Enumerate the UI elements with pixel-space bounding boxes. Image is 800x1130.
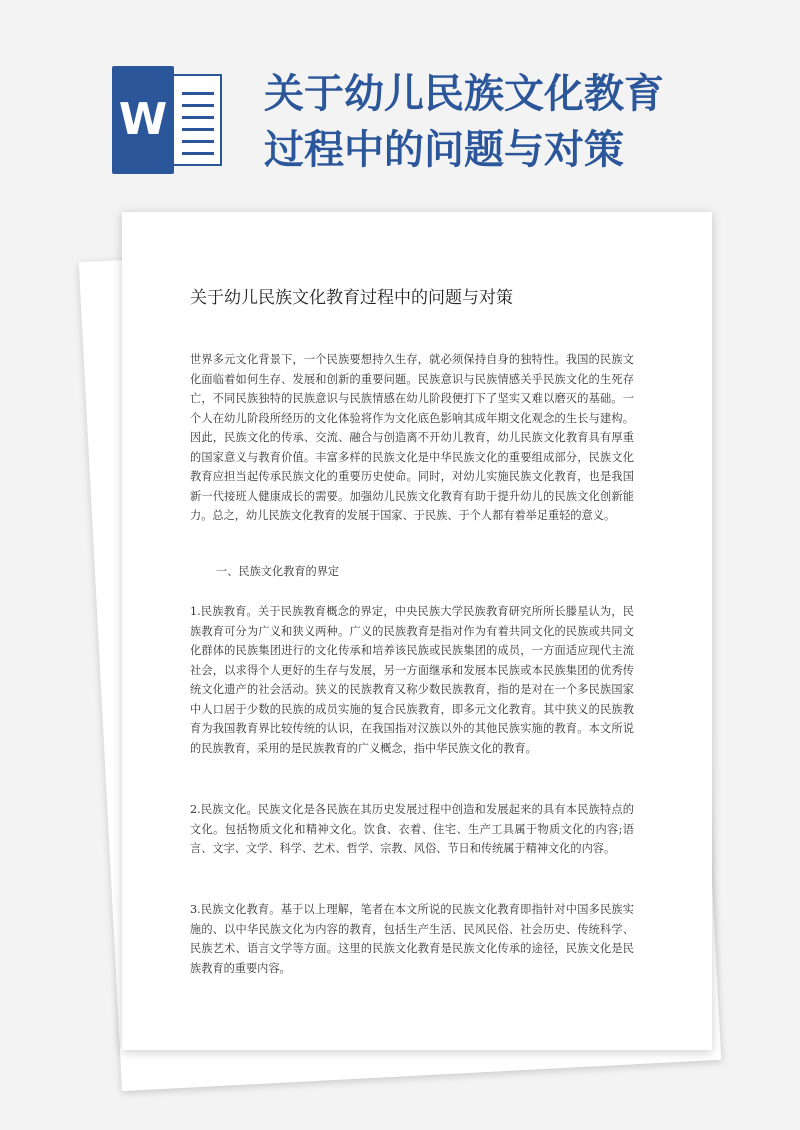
page-header xyxy=(0,0,800,200)
intro-paragraph: 世界多元文化背景下，一个民族要想持久生存，就必须保持自身的独特性。我国的民族文化面临着如何生存、发展和创新的重要问题。民族意识与民族情感关乎民族文化的生死存亡，不同民族独特的民族意识与民族情感在幼儿阶段便打下了坚实又难以磨灭的基础。一个人在幼儿阶段所经历的文化体验将作为文化底色影响其成年期文化观念的生长与建构。因此，民族文化的传承、交流、融合与创造离不开幼儿教育，幼儿民族文化教育具有厚重的国家意义与教育价值。丰富多样的民族文化是中华民族文化的重要组成部分，民族文化教育应担当起传承民族文化的重要历史使命。同时，对幼儿实施民族文化教育，也是我国新一代接班人健康成长的需要。加强幼儿民族文化教育有助于提升幼儿的民族文化创新能力。总之，幼儿民族文化教育的发展于国家、于民族、于个人都有着举足重轻的意义。 xyxy=(190,353,634,522)
definition-item-2: 2.民族文化。民族文化是各民族在其历史发展过程中创造和发展起来的具有本民族特点的文化。包括物质文化和精神文化。饮食、衣着、住宅、生产工具属于物质文化的内容;语言、文字、文学、科学、艺术、哲学、宗教、风俗、节日和传统属于精神文化的内容。 xyxy=(190,803,634,855)
definition-item-1: 1.民族教育。关于民族教育概念的界定，中央民族大学民族教育研究所所长滕星认为，民族教育可分为广义和狭义两种。广义的民族教育是指对作为有着共同文化的民族或共同文化群体的民族集团进行的文化传承和培养该民族或民族集团的成员，一方面适应现代主流社会，以求得个人更好的生存与发展，另一方面继承和发展本民族或本民族集团的优秀传统文化遗产的社会活动。狭义的民族教育又称少数民族教育，指的是对在一个多民族国家中人口居于少数的民族的成员实施的复合民族教育，即多元文化教育。其中狭义的民族教育为我国教育界比较传统的认识，在我国指对汉族以外的其他民族实施的教育。本文所说的民族教育，采用的是民族教育的广义概念，指中华民族文化的教育。 xyxy=(190,605,634,755)
definition-item-3: 3.民族文化教育。基于以上理解，笔者在本文所说的民族文化教育即指针对中国多民族实施的、以中华民族文化为内容的教育，包括生产生活、民风民俗、社会历史、传统科学、民族艺术、语言文学等方面。这里的民族文化教育是民族文化传承的途径，民族文化是民族教育的重要内容。 xyxy=(190,903,634,975)
banner-title xyxy=(264,66,784,178)
word-letter-badge: W xyxy=(112,66,174,174)
banner-title-line2: 过程中的问题与对策 xyxy=(264,126,624,173)
section-heading: 一、民族文化教育的界定 xyxy=(216,565,340,578)
banner-title-line1: 关于幼儿民族文化教育 xyxy=(264,70,664,117)
document-title: 关于幼儿民族文化教育过程中的问题与对策 xyxy=(190,288,513,308)
document-page xyxy=(122,212,712,1050)
word-doc-icon xyxy=(112,66,230,174)
